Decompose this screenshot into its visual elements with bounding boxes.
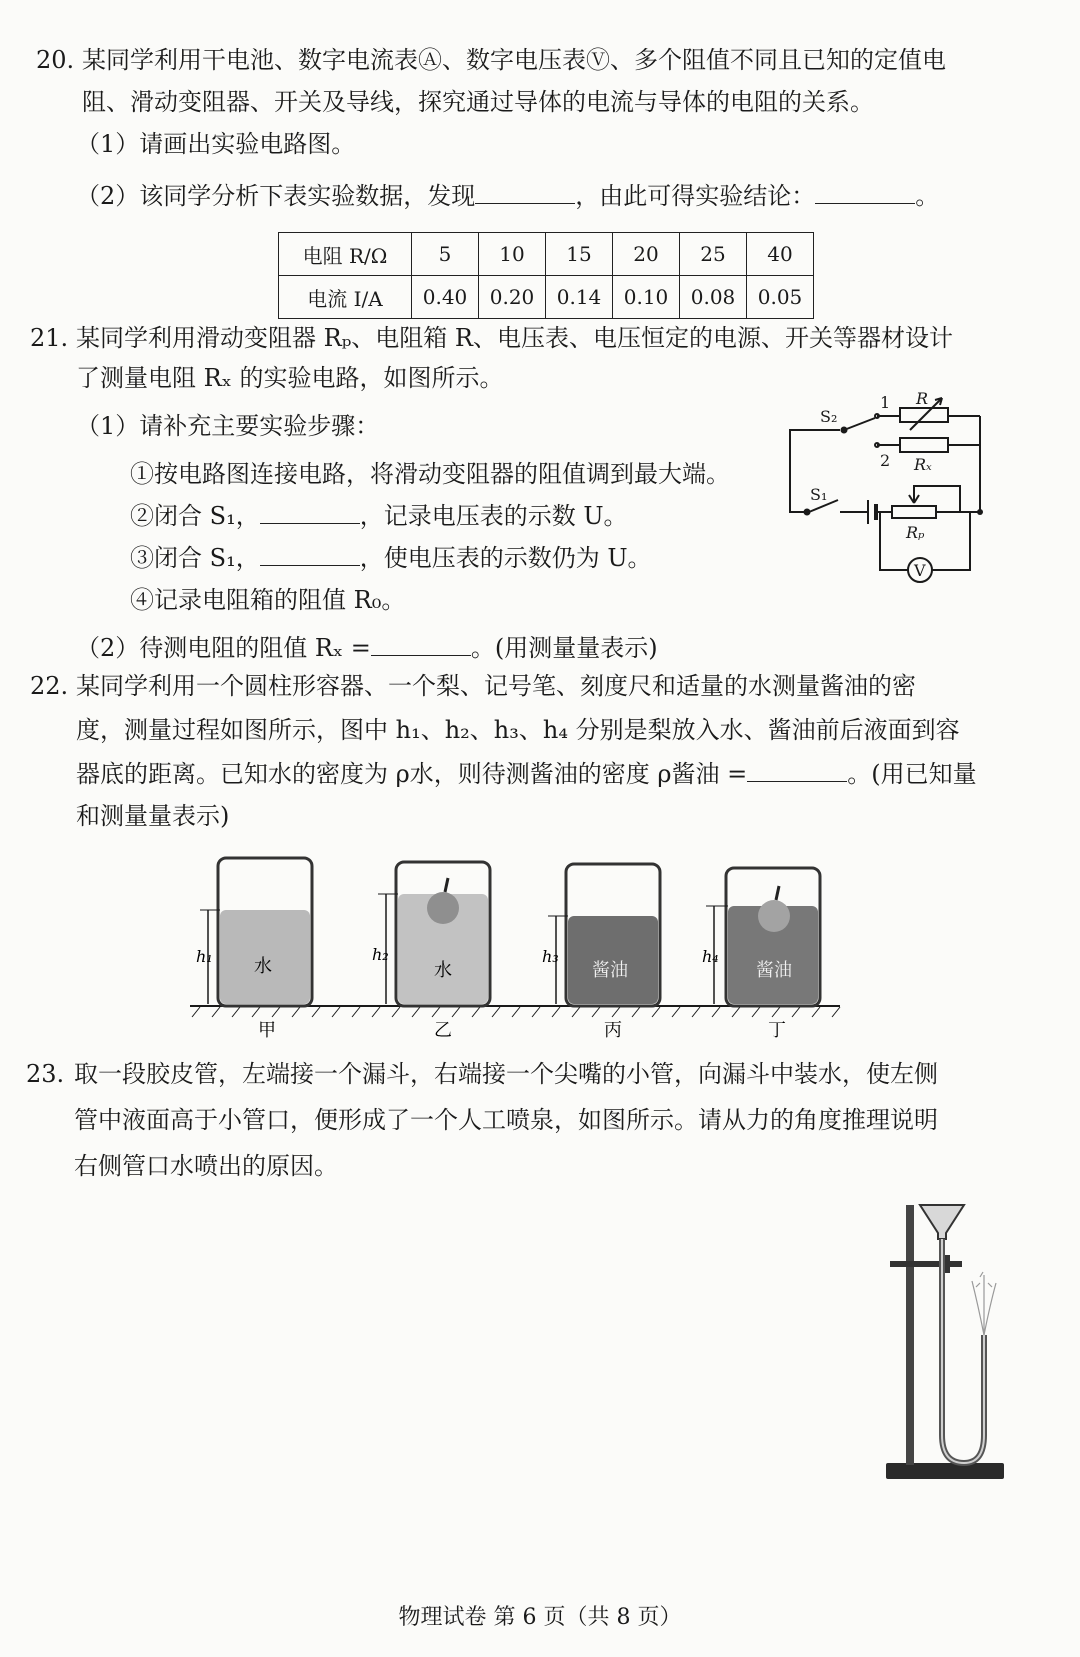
table-row xyxy=(279,233,814,276)
q21-step2: ②闭合 S₁， ，记录电压表的示数 U。 xyxy=(130,502,628,530)
table-cell: 0.14 xyxy=(546,276,613,319)
q21-line1: 某同学利用滑动变阻器 Rₚ、电阻箱 R、电压表、电压恒定的电源、开关等器材设计 xyxy=(76,324,953,352)
fountain-apparatus xyxy=(880,1195,1010,1490)
liquid-label: 水 xyxy=(254,956,272,977)
q21-part1: （1）请补充主要实验步骤： xyxy=(76,412,380,440)
table-cell: 0.05 xyxy=(747,276,814,319)
voltmeter-icon: V xyxy=(914,561,926,580)
h1-label: h₁ xyxy=(196,947,213,966)
q21-step3: ③闭合 S₁， ，使电压表的示数仍为 U。 xyxy=(130,544,652,572)
table-cell: 20 xyxy=(613,233,680,276)
table-cell: 10 xyxy=(479,233,546,276)
water-spray-icon xyxy=(972,1272,996,1335)
beaker-yi xyxy=(372,862,490,1041)
table-cell: 40 xyxy=(747,233,814,276)
q21-part2: （2）待测电阻的阻值 Rₓ = 。(用测量量表示) xyxy=(76,634,658,662)
pear-icon xyxy=(427,892,459,924)
h4-label: h₄ xyxy=(702,947,719,966)
table-header-resistance: 电阻 R/Ω xyxy=(279,233,412,276)
table-row xyxy=(279,276,814,319)
q22-number: 22. xyxy=(30,672,69,700)
table-cell: 15 xyxy=(546,233,613,276)
pear-icon xyxy=(758,900,790,932)
data-table xyxy=(278,232,814,319)
circuit-label-rx: Rₓ xyxy=(914,455,932,474)
liquid-label: 酱油 xyxy=(592,960,628,981)
q21-step1: ①按电路图连接电路，将滑动变阻器的阻值调到最大端。 xyxy=(130,460,730,488)
liquid-label: 水 xyxy=(434,960,452,981)
page-footer: 物理试卷 第 6 页（共 8 页） xyxy=(398,1605,682,1630)
beaker-bing xyxy=(542,864,660,1041)
circuit-label-s1: S₁ xyxy=(810,485,828,504)
q20-line1: 某同学利用干电池、数字电流表Ⓐ、数字电压表Ⓥ、多个阻值不同且已知的定值电 xyxy=(82,46,946,74)
table-cell: 0.20 xyxy=(479,276,546,319)
beaker-label: 丁 xyxy=(768,1020,786,1041)
h2-label: h₂ xyxy=(372,945,389,964)
q23-line2: 管中液面高于小管口，便形成了一个人工喷泉，如图所示。请从力的角度推理说明 xyxy=(74,1106,938,1134)
beaker-label: 丙 xyxy=(604,1020,622,1041)
h3-label: h₃ xyxy=(542,947,559,966)
beaker-label: 甲 xyxy=(258,1020,276,1041)
q20-number: 20. xyxy=(36,46,75,74)
beaker-label: 乙 xyxy=(434,1020,452,1041)
q20-line2: 阻、滑动变阻器、开关及导线，探究通过导体的电流与导体的电阻的关系。 xyxy=(82,88,874,116)
circuit-label-1: 1 xyxy=(880,393,891,412)
q22-line3: 器底的距离。已知水的密度为 ρ水，则待测酱油的密度 ρ酱油 = 。(用已知量 xyxy=(76,760,977,788)
table-header-current: 电流 I/A xyxy=(279,276,412,319)
q21-line2: 了测量电阻 Rₓ 的实验电路，如图所示。 xyxy=(76,364,504,392)
q20-part2: （2）该同学分析下表实验数据，发现 ，由此可得实验结论： 。 xyxy=(76,182,940,210)
circuit-label-s2: S₂ xyxy=(820,407,838,426)
liquid-label: 酱油 xyxy=(756,960,792,981)
q21-number: 21. xyxy=(30,324,69,352)
beaker-ding xyxy=(702,868,820,1041)
circuit-diagram xyxy=(780,390,995,590)
q23-line1: 取一段胶皮管，左端接一个漏斗，右端接一个尖嘴的小管，向漏斗中装水，使左侧 xyxy=(74,1060,938,1088)
table-cell: 25 xyxy=(680,233,747,276)
q23-number: 23. xyxy=(26,1060,65,1088)
circuit-label-2: 2 xyxy=(880,451,891,470)
beakers-figure xyxy=(190,850,850,1050)
q22-line2: 度，测量过程如图所示，图中 h₁、h₂、h₃、h₄ 分别是梨放入水、酱油前后液面到容 xyxy=(76,716,960,744)
table-cell: 0.10 xyxy=(613,276,680,319)
q21-step4: ④记录电阻箱的阻值 R₀。 xyxy=(130,586,406,614)
circuit-label-rp: Rₚ xyxy=(906,523,925,542)
table-cell: 5 xyxy=(412,233,479,276)
q22-line4: 和测量量表示) xyxy=(76,802,230,830)
q22-line1: 某同学利用一个圆柱形容器、一个梨、记号笔、刻度尺和适量的水测量酱油的密 xyxy=(76,672,916,700)
q20-part1: （1）请画出实验电路图。 xyxy=(76,130,356,158)
table-cell: 0.08 xyxy=(680,276,747,319)
circuit-label-r: R xyxy=(916,390,929,408)
table-cell: 0.40 xyxy=(412,276,479,319)
q23-line3: 右侧管口水喷出的原因。 xyxy=(74,1152,338,1180)
